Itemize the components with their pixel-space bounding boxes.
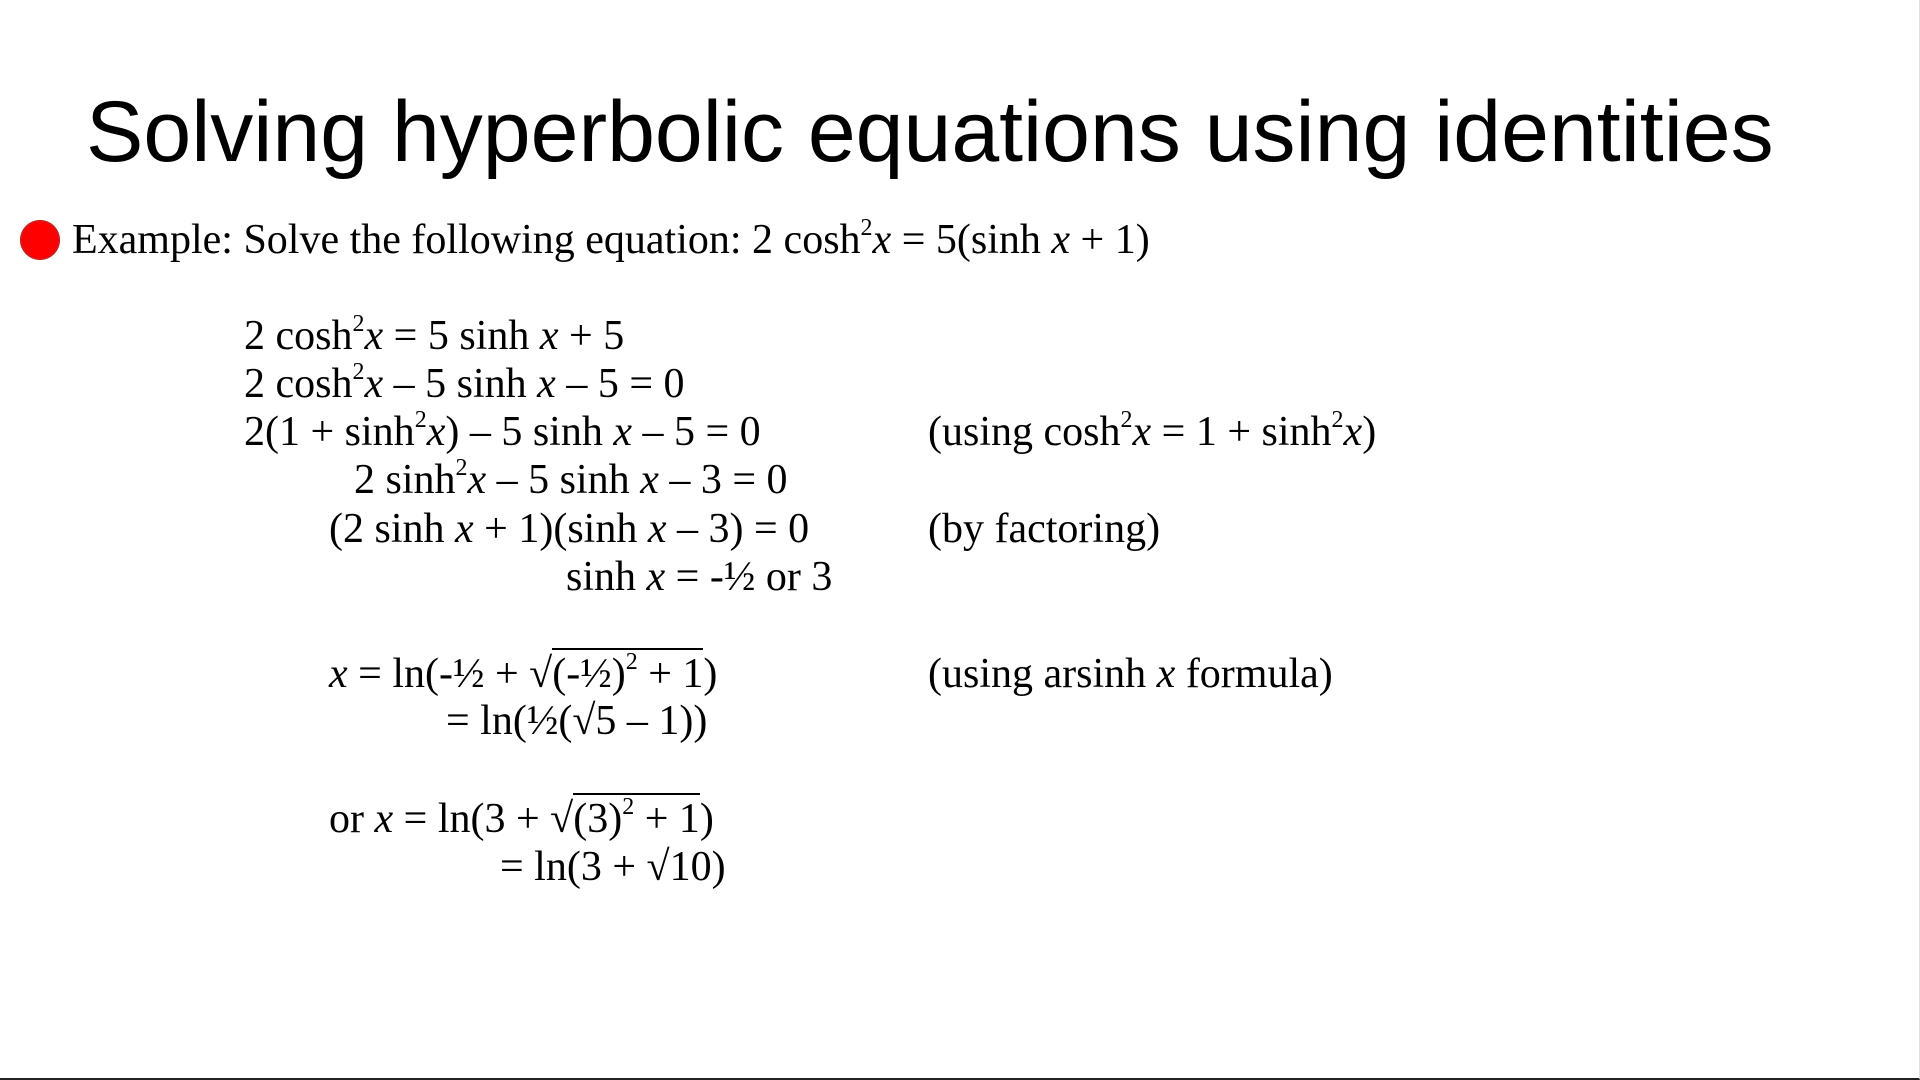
- example-var: x: [872, 217, 892, 263]
- sol-1-rad: (-½): [552, 651, 626, 697]
- step-4-c: – 3 = 0: [658, 457, 788, 503]
- step-6: [566, 553, 832, 601]
- note-3-b: formula): [1175, 651, 1333, 697]
- step-2-b: – 5 sinh: [383, 361, 538, 407]
- solution-2-line-1: [329, 795, 714, 843]
- example-line: [72, 216, 1150, 264]
- sol-2-a: = ln(3 + √: [393, 796, 574, 842]
- note-identity: [928, 408, 1376, 456]
- step-1-c: + 5: [558, 313, 625, 359]
- step-5-x2: x: [647, 506, 667, 552]
- step-5-c: – 3) = 0: [666, 506, 810, 552]
- step-2-c: – 5 = 0: [555, 361, 685, 407]
- step-6-x: x: [646, 554, 666, 600]
- step-4-a: 2 sinh: [354, 457, 456, 503]
- step-4-x: x: [467, 457, 487, 503]
- example-rhs-b: + 1): [1070, 217, 1150, 263]
- sol-2-rad: (3): [573, 796, 623, 842]
- example-lhs: 2 cosh: [752, 217, 861, 263]
- sol-2-exp: 2: [622, 794, 635, 820]
- note-3-a: (using arsinh: [928, 651, 1157, 697]
- step-6-b: = -½ or 3: [665, 554, 833, 600]
- sol-1-a: = ln(-½ + √: [347, 651, 553, 697]
- step-1-x: x: [364, 313, 384, 359]
- sol-1-radicand: [552, 648, 703, 697]
- solution-2-line-2: [500, 843, 726, 891]
- step-6-a: sinh: [566, 554, 647, 600]
- step-4-exp: 2: [455, 455, 468, 481]
- example-var-2: x: [1051, 217, 1071, 263]
- step-3-a: 2(1 + sinh: [244, 409, 415, 455]
- step-2-x: x: [364, 361, 384, 407]
- note-factoring: [928, 505, 1160, 553]
- note-1-b: = 1 + sinh: [1151, 409, 1332, 455]
- sol-2-rad2: + 1: [634, 796, 700, 842]
- note-1-a: (using cosh: [928, 409, 1121, 455]
- solution-1-line-2: [446, 697, 707, 745]
- step-3-x2: x: [613, 409, 632, 455]
- solution-1-line-1: [329, 650, 717, 698]
- step-2-a: 2 cosh: [244, 361, 353, 407]
- step-3-b: ) – 5 sinh: [445, 409, 614, 455]
- step-1-exp: 2: [352, 311, 365, 337]
- note-1-c: ): [1362, 409, 1377, 455]
- note-1-exp: 2: [1120, 407, 1133, 433]
- sol-2-radicand: [573, 793, 700, 842]
- slide-title: Solving hyperbolic equations using identities: [86, 84, 1774, 180]
- step-3: [244, 408, 761, 456]
- note-1-x2: x: [1343, 409, 1363, 455]
- note-1-exp2: 2: [1331, 407, 1344, 433]
- sol-1-line-2-text: = ln(½(√5 – 1)): [446, 698, 708, 744]
- step-4: [354, 456, 788, 504]
- sol-2-x: x: [374, 796, 394, 842]
- step-1: [244, 312, 624, 360]
- step-4-x2: x: [640, 457, 659, 503]
- step-4-b: – 5 sinh: [486, 457, 641, 503]
- step-2: [244, 360, 685, 408]
- step-3-x: x: [426, 409, 446, 455]
- step-2-exp: 2: [352, 359, 365, 385]
- step-5-b: + 1)(sinh: [473, 506, 648, 552]
- example-label: Example: Solve the following equation:: [72, 217, 742, 263]
- note-arsinh: [928, 650, 1333, 698]
- note-3-x: x: [1156, 651, 1176, 697]
- step-3-exp: 2: [414, 407, 427, 433]
- step-3-c: – 5 = 0: [632, 409, 761, 455]
- step-5: [329, 505, 809, 553]
- step-5-x: x: [455, 506, 474, 552]
- step-2-x2: x: [537, 361, 556, 407]
- sol-2-line-2-text: = ln(3 + √10): [500, 844, 726, 890]
- sol-1-x: x: [329, 651, 348, 697]
- sol-2-pre: or: [329, 796, 375, 842]
- sol-1-c: ): [703, 651, 718, 697]
- step-1-b: = 5 sinh: [383, 313, 540, 359]
- step-5-a: (2 sinh: [329, 506, 455, 552]
- note-2-a: (by factoring): [928, 506, 1161, 552]
- note-1-x: x: [1132, 409, 1152, 455]
- example-rhs-a: = 5(sinh: [891, 217, 1052, 263]
- bullet-icon: [20, 220, 60, 260]
- sol-2-c: ): [699, 796, 714, 842]
- sol-1-exp: 2: [625, 649, 638, 675]
- step-1-a: 2 cosh: [244, 313, 353, 359]
- example-exp: 2: [860, 215, 873, 241]
- step-1-x2: x: [539, 313, 559, 359]
- sol-1-rad2: + 1: [637, 651, 704, 697]
